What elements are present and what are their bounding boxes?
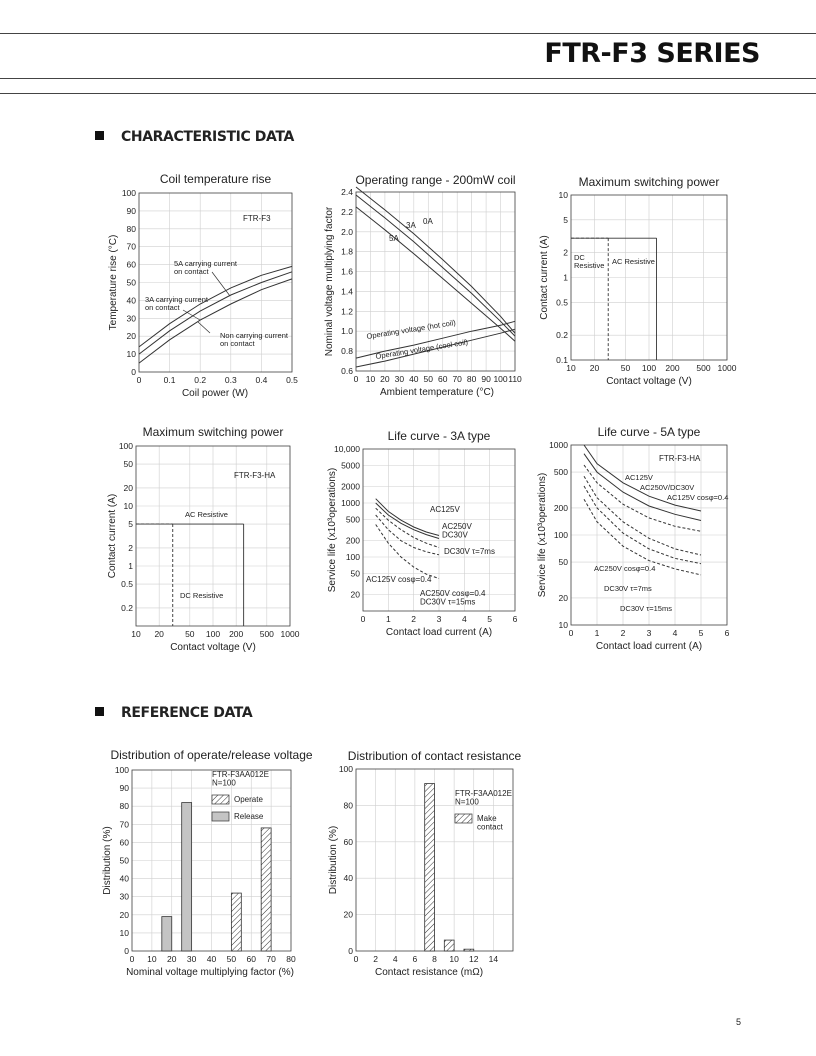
y-tick-label: 20 bbox=[126, 331, 136, 342]
x-tick-label: 6 bbox=[512, 614, 518, 624]
y-tick-label: 1.0 bbox=[341, 326, 353, 337]
section-characteristic-title: CHARACTERISTIC DATA bbox=[121, 129, 294, 145]
y-tick-label: 80 bbox=[343, 800, 353, 811]
histogram-bar bbox=[425, 784, 435, 951]
x-tick-label: 5 bbox=[487, 614, 493, 624]
series-label: AC250V bbox=[442, 522, 472, 531]
x-tick-label: 3 bbox=[646, 628, 652, 638]
x-tick-label: 0 bbox=[353, 374, 359, 384]
x-tick-label: 6 bbox=[724, 628, 730, 638]
series-label: AC125V cosφ=0.4 bbox=[366, 575, 432, 584]
c5-chart bbox=[327, 429, 518, 638]
y-axis-label: Distribution (%) bbox=[102, 826, 113, 895]
section-reference-title: REFERENCE DATA bbox=[121, 705, 253, 721]
x-tick-label: 200 bbox=[665, 363, 680, 373]
y-tick-label: 1000 bbox=[549, 440, 568, 450]
series-line bbox=[376, 508, 439, 547]
y-tick-label: 80 bbox=[126, 223, 136, 234]
y-tick-label: 40 bbox=[119, 873, 129, 884]
y-tick-label: 50 bbox=[558, 557, 568, 568]
x-axis-label: Contact load current (A) bbox=[385, 627, 493, 638]
x-tick-label: 1 bbox=[385, 614, 391, 624]
y-tick-label: 0 bbox=[124, 946, 129, 956]
legend-swatch bbox=[212, 795, 229, 804]
x-tick-label: 70 bbox=[266, 954, 276, 964]
x-tick-label: 20 bbox=[380, 374, 390, 384]
region-label: AC Resistive bbox=[612, 257, 655, 266]
y-tick-label: 60 bbox=[343, 836, 353, 847]
x-axis-label: Ambient temperature (°C) bbox=[379, 387, 495, 398]
y-tick-label: 10 bbox=[123, 501, 133, 511]
y-tick-label: 100 bbox=[114, 765, 129, 775]
x-tick-label: 1000 bbox=[280, 629, 300, 639]
x-tick-label: 2 bbox=[373, 954, 378, 964]
legend-label: contact bbox=[477, 822, 503, 832]
y-tick-label: 40 bbox=[126, 295, 136, 306]
y-axis-label: Service life (x10³operations) bbox=[327, 467, 338, 593]
series-label: DC30V bbox=[442, 530, 468, 540]
y-tick-label: 1.2 bbox=[341, 306, 353, 317]
series-label: DC30V τ=7ms bbox=[444, 547, 495, 556]
series-label: DC30V τ=15ms bbox=[620, 604, 672, 613]
legend-title: FTR-F3AA012E bbox=[455, 789, 512, 798]
x-tick-label: 500 bbox=[696, 363, 711, 373]
x-tick-label: 14 bbox=[488, 954, 499, 964]
x-tick-label: 100 bbox=[641, 363, 657, 373]
legend-label: Make bbox=[477, 814, 497, 823]
series-label: DC30V τ=7ms bbox=[604, 584, 652, 593]
x-tick-label: 4 bbox=[392, 954, 398, 964]
histogram-bar bbox=[444, 940, 454, 951]
x-tick-label: 70 bbox=[452, 374, 462, 384]
series-line bbox=[139, 272, 292, 354]
series-line bbox=[139, 279, 292, 363]
x-tick-label: 5 bbox=[698, 628, 704, 638]
y-tick-label: 100 bbox=[345, 552, 360, 562]
x-tick-label: 2 bbox=[411, 614, 417, 624]
y-tick-label: 20 bbox=[123, 482, 133, 493]
series-label: AC125V bbox=[625, 473, 653, 482]
series-label: AC125V bbox=[430, 505, 460, 514]
leader-line bbox=[198, 322, 210, 333]
histogram-bar bbox=[464, 949, 474, 951]
x-axis-label: Contact resistance (mΩ) bbox=[374, 967, 484, 978]
series-line bbox=[356, 195, 515, 336]
legend-swatch bbox=[455, 814, 472, 823]
x-axis-label: Coil power (W) bbox=[181, 388, 249, 399]
x-tick-label: 8 bbox=[432, 954, 437, 964]
chart-title: Life curve - 5A type bbox=[597, 425, 701, 439]
x-tick-label: 30 bbox=[186, 954, 197, 964]
x-tick-label: 12 bbox=[469, 954, 479, 964]
x-tick-label: 50 bbox=[423, 374, 434, 384]
x-tick-label: 100 bbox=[493, 374, 508, 384]
x-tick-label: 0 bbox=[360, 614, 366, 624]
y-tick-label: 50 bbox=[119, 855, 129, 866]
chart-title: Life curve - 3A type bbox=[387, 429, 491, 443]
y-tick-label: 20 bbox=[558, 592, 568, 603]
y-tick-label: 1.8 bbox=[341, 246, 353, 257]
y-tick-label: 0 bbox=[348, 946, 353, 956]
y-tick-label: 70 bbox=[119, 819, 129, 830]
x-tick-label: 80 bbox=[466, 374, 477, 384]
legend-title: N=100 bbox=[212, 778, 236, 788]
y-tick-label: 0.8 bbox=[341, 346, 353, 357]
series-label: AC250V cosφ=0.4 bbox=[420, 589, 486, 598]
y-tick-label: 1000 bbox=[341, 498, 360, 508]
y-tick-label: 0.5 bbox=[121, 579, 133, 590]
series-title: FTR-F3 SERIES bbox=[544, 38, 760, 69]
series-label: Operating voltage (cool coil) bbox=[374, 337, 469, 361]
region-label: DC bbox=[574, 253, 585, 262]
x-tick-label: 0.4 bbox=[255, 375, 268, 385]
chart-title: Distribution of contact resistance bbox=[347, 749, 522, 763]
y-tick-label: 10,000 bbox=[334, 444, 360, 454]
y-tick-label: 2000 bbox=[341, 481, 360, 492]
x-axis-label: Nominal voltage multiplying factor (%) bbox=[126, 967, 294, 978]
legend-swatch bbox=[212, 812, 229, 821]
histogram-bar bbox=[231, 893, 241, 951]
x-tick-label: 0.2 bbox=[194, 375, 207, 385]
y-tick-label: 20 bbox=[350, 589, 360, 600]
x-tick-label: 1 bbox=[594, 628, 600, 638]
x-tick-label: 20 bbox=[589, 363, 600, 373]
y-tick-label: 10 bbox=[558, 190, 568, 200]
page-number: 5 bbox=[735, 1017, 741, 1027]
histogram-bar bbox=[261, 828, 271, 951]
region-label: Resistive bbox=[574, 261, 605, 270]
y-tick-label: 50 bbox=[123, 459, 133, 470]
y-tick-label: 70 bbox=[126, 241, 136, 252]
chart-title: Operating range - 200mW coil bbox=[355, 173, 516, 187]
y-tick-label: 200 bbox=[345, 535, 360, 546]
y-tick-label: 5 bbox=[563, 214, 568, 225]
y-axis-label: Contact current (A) bbox=[539, 235, 550, 320]
y-axis-label: Distribution (%) bbox=[328, 825, 339, 895]
y-tick-label: 10 bbox=[119, 927, 129, 938]
y-tick-label: 10 bbox=[558, 620, 568, 630]
y-axis-label: Service life (x10³operations) bbox=[537, 472, 548, 598]
c1-chart bbox=[108, 172, 298, 399]
y-tick-label: 1.6 bbox=[341, 266, 353, 277]
x-tick-label: 110 bbox=[508, 374, 522, 384]
series-label: AC125V cosφ=0.4 bbox=[667, 493, 729, 502]
y-tick-label: 0.2 bbox=[121, 602, 133, 613]
c3-chart bbox=[539, 175, 737, 387]
y-tick-label: 2 bbox=[128, 542, 133, 553]
model-label: FTR-F3-HA bbox=[659, 454, 701, 463]
x-tick-label: 0.1 bbox=[163, 375, 176, 385]
legend-label: Release bbox=[234, 812, 264, 821]
c7-chart bbox=[102, 748, 313, 978]
y-tick-label: 20 bbox=[119, 909, 129, 920]
x-tick-label: 0.5 bbox=[286, 375, 298, 385]
chart-title: Maximum switching power bbox=[142, 425, 284, 439]
series-label: AC250V cosφ=0.4 bbox=[594, 564, 656, 573]
y-tick-label: 20 bbox=[343, 909, 353, 920]
y-tick-label: 2 bbox=[563, 247, 568, 258]
x-tick-label: 30 bbox=[394, 374, 405, 384]
x-tick-label: 4 bbox=[461, 614, 467, 624]
x-axis-label: Contact voltage (V) bbox=[606, 376, 692, 387]
model-label: FTR-F3 bbox=[243, 214, 271, 223]
series-label: Operating voltage (hot coil) bbox=[365, 317, 457, 341]
x-tick-label: 80 bbox=[286, 954, 296, 964]
y-tick-label: 100 bbox=[121, 188, 136, 198]
y-tick-label: 40 bbox=[343, 873, 353, 884]
y-tick-label: 90 bbox=[119, 783, 129, 794]
series-label: AC250V/DC30V bbox=[640, 483, 695, 492]
x-tick-label: 10 bbox=[131, 629, 141, 639]
series-label: on contact bbox=[174, 267, 209, 276]
y-tick-label: 200 bbox=[553, 502, 568, 513]
y-tick-label: 100 bbox=[338, 764, 353, 774]
x-tick-label: 50 bbox=[226, 954, 237, 964]
x-tick-label: 3 bbox=[436, 614, 442, 624]
x-tick-label: 0.3 bbox=[224, 375, 237, 385]
chart-title: Maximum switching power bbox=[578, 175, 720, 189]
c8-chart bbox=[328, 749, 522, 978]
legend-title: FTR-F3AA012E bbox=[212, 770, 269, 779]
x-tick-label: 500 bbox=[259, 629, 274, 639]
model-label: FTR-F3-HA bbox=[234, 471, 276, 480]
y-tick-label: 100 bbox=[118, 441, 133, 451]
x-tick-label: 60 bbox=[437, 374, 448, 384]
series-label: 5A bbox=[389, 234, 399, 243]
y-tick-label: 1 bbox=[563, 272, 568, 283]
histogram-bar bbox=[182, 803, 192, 951]
y-tick-label: 50 bbox=[126, 277, 136, 288]
y-tick-label: 0.1 bbox=[556, 355, 568, 365]
y-tick-label: 5000 bbox=[341, 460, 360, 471]
x-tick-label: 4 bbox=[672, 628, 678, 638]
y-tick-label: 100 bbox=[553, 530, 568, 540]
x-tick-label: 10 bbox=[566, 363, 576, 373]
region-label: DC Resistive bbox=[180, 591, 224, 600]
region-label: AC Resistive bbox=[185, 510, 228, 519]
y-tick-label: 2.4 bbox=[341, 187, 353, 197]
chart-title: Distribution of operate/release voltage bbox=[110, 748, 313, 762]
series-label: 3A carrying current bbox=[145, 295, 208, 304]
c6-chart bbox=[537, 425, 730, 652]
x-tick-label: 6 bbox=[412, 954, 418, 964]
legend-title: N=100 bbox=[455, 797, 479, 807]
x-tick-label: 60 bbox=[246, 954, 256, 964]
series-label: DC30V τ=15ms bbox=[420, 597, 476, 607]
legend-label: Operate bbox=[234, 795, 263, 804]
leader-line bbox=[212, 272, 230, 296]
y-tick-label: 5 bbox=[128, 519, 133, 530]
series-label: 0A bbox=[423, 217, 433, 226]
y-tick-label: 30 bbox=[119, 891, 129, 902]
y-tick-label: 90 bbox=[126, 205, 136, 216]
y-tick-label: 30 bbox=[126, 313, 136, 324]
y-tick-label: 60 bbox=[126, 259, 136, 270]
x-tick-label: 0 bbox=[568, 628, 574, 638]
x-tick-label: 10 bbox=[365, 374, 376, 384]
x-tick-label: 10 bbox=[449, 954, 459, 964]
series-label: on contact bbox=[145, 303, 180, 312]
y-axis-label: Temperature rise (°C) bbox=[108, 234, 119, 331]
x-tick-label: 50 bbox=[185, 629, 195, 639]
x-tick-label: 40 bbox=[206, 954, 217, 964]
x-axis-label: Contact voltage (V) bbox=[170, 642, 256, 653]
series-line bbox=[376, 515, 439, 555]
x-tick-label: 50 bbox=[620, 363, 631, 373]
y-tick-label: 80 bbox=[119, 801, 129, 812]
x-tick-label: 100 bbox=[205, 629, 221, 639]
y-tick-label: 0 bbox=[131, 367, 136, 377]
series-label: 3A bbox=[406, 221, 416, 230]
x-tick-label: 20 bbox=[167, 954, 177, 964]
x-tick-label: 0 bbox=[353, 954, 359, 964]
y-tick-label: 500 bbox=[345, 514, 360, 525]
chart-title: Coil temperature rise bbox=[159, 172, 272, 186]
y-axis-label: Nominal voltage multiplying factor bbox=[324, 206, 335, 357]
x-tick-label: 10 bbox=[147, 954, 157, 964]
x-tick-label: 40 bbox=[409, 374, 419, 384]
y-tick-label: 0.6 bbox=[341, 366, 353, 376]
y-tick-label: 500 bbox=[553, 467, 568, 478]
y-tick-label: 10 bbox=[126, 349, 136, 360]
y-tick-label: 1 bbox=[128, 561, 133, 571]
y-tick-label: 2.2 bbox=[341, 206, 353, 217]
y-tick-label: 50 bbox=[350, 568, 360, 579]
series-label: Non carrying current bbox=[220, 331, 288, 340]
x-tick-label: 200 bbox=[229, 629, 244, 639]
y-tick-label: 0.5 bbox=[556, 297, 568, 308]
series-label: 5A carrying current bbox=[174, 259, 237, 268]
x-tick-label: 0 bbox=[129, 954, 135, 964]
histogram-bar bbox=[162, 917, 172, 951]
x-tick-label: 1000 bbox=[717, 363, 737, 373]
y-tick-label: 0.2 bbox=[556, 330, 568, 341]
x-tick-label: 2 bbox=[620, 628, 626, 638]
y-tick-label: 2.0 bbox=[341, 226, 353, 237]
x-axis-label: Contact load current (A) bbox=[595, 641, 703, 652]
y-tick-label: 1.4 bbox=[341, 286, 353, 297]
series-label: on contact bbox=[220, 339, 255, 348]
y-tick-label: 60 bbox=[119, 837, 129, 848]
x-tick-label: 90 bbox=[481, 374, 491, 384]
c4-chart bbox=[107, 425, 300, 653]
c2-chart bbox=[324, 173, 522, 398]
x-tick-label: 0 bbox=[136, 375, 142, 385]
x-tick-label: 20 bbox=[154, 629, 164, 639]
y-axis-label: Contact current (A) bbox=[107, 493, 118, 579]
